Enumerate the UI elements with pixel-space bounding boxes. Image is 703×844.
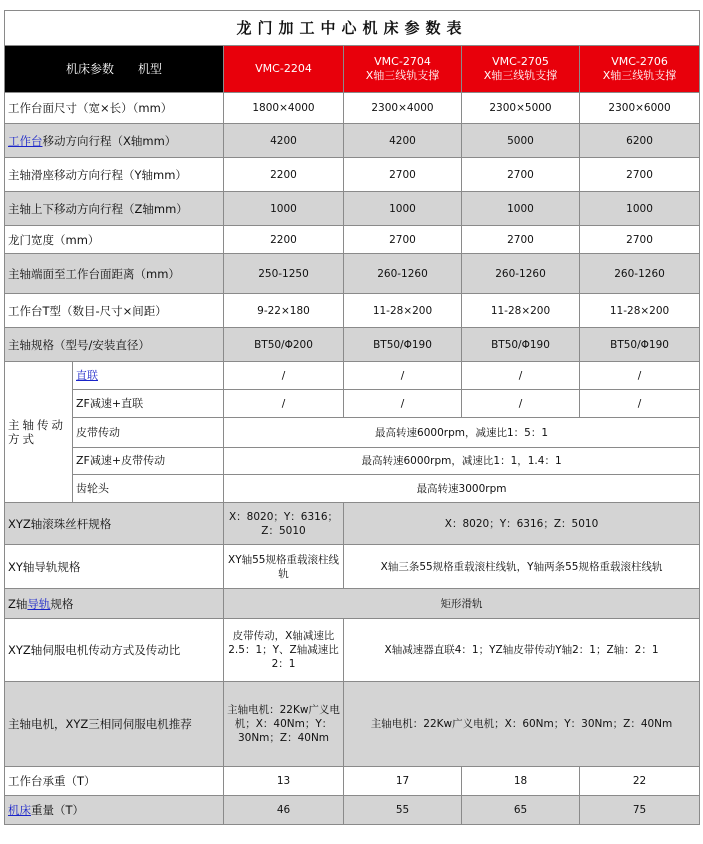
cell-value: X：8020；Y：6316；Z：5010	[224, 503, 344, 545]
row-label: 主轴端面至工作台面距离（mm）	[5, 254, 224, 294]
table-row	[5, 796, 700, 825]
cell-value: 260-1260	[462, 254, 580, 294]
cell-value: /	[224, 362, 344, 390]
row-label: 机床重量（T）	[5, 796, 224, 825]
cell-value: 2300×5000	[462, 93, 580, 124]
drive-group-label: 主轴传动方式	[5, 362, 73, 503]
cell-value: /	[580, 390, 700, 418]
table-row	[5, 93, 700, 124]
cell-value: 11-28×200	[462, 294, 580, 328]
cell-value: 1800×4000	[224, 93, 344, 124]
model-header: VMC-2705 X轴三线轨支撑	[462, 46, 580, 93]
row-label: XY轴导轨规格	[5, 545, 224, 589]
row-label: ZF减速+直联	[73, 390, 224, 418]
table-row	[5, 192, 700, 226]
cell-value: 最高转速3000rpm	[224, 475, 700, 503]
row-label	[73, 362, 224, 390]
cell-value: 2700	[344, 226, 462, 254]
cell-value: 11-28×200	[344, 294, 462, 328]
cell-value: BT50/Φ200	[224, 328, 344, 362]
row-label: 主轴规格（型号/安装直径）	[5, 328, 224, 362]
cell-value: /	[462, 362, 580, 390]
cell-value: 6200	[580, 124, 700, 158]
table-row	[5, 545, 700, 589]
row-label: ZF减速+皮带传动	[73, 448, 224, 475]
cell-value: 5000	[462, 124, 580, 158]
row-label: XYZ轴滚珠丝杆规格	[5, 503, 224, 545]
row-label: 主轴电机，XYZ三相同伺服电机推荐	[5, 682, 224, 767]
cell-value: 75	[580, 796, 700, 825]
table-row	[5, 362, 700, 390]
cell-value: 2700	[580, 158, 700, 192]
cell-value: X：8020；Y：6316；Z：5010	[344, 503, 700, 545]
guide-rail-link[interactable]: 导轨	[27, 596, 51, 611]
table-row	[5, 390, 700, 418]
table-row	[5, 682, 700, 767]
worktable-link[interactable]: 工作台	[8, 133, 43, 148]
cell-value: XY轴55规格重载滚柱线轨	[224, 545, 344, 589]
cell-value: /	[580, 362, 700, 390]
title-row	[5, 11, 700, 46]
row-label: Z轴导轨规格	[5, 589, 224, 619]
cell-value: X轴减速器直联4：1；YZ轴皮带传动Y轴2：1；Z轴：2：1	[344, 619, 700, 682]
cell-value: 1000	[580, 192, 700, 226]
table-row	[5, 448, 700, 475]
spec-table	[4, 10, 700, 825]
cell-value: 46	[224, 796, 344, 825]
row-label: 工作台移动方向行程（X轴mm）	[5, 124, 224, 158]
row-label: 主轴上下移动方向行程（Z轴mm）	[5, 192, 224, 226]
model-header: VMC-2704 X轴三线轨支撑	[344, 46, 462, 93]
cell-value: 65	[462, 796, 580, 825]
table-row	[5, 619, 700, 682]
table-row	[5, 328, 700, 362]
cell-value: X轴三条55规格重载滚柱线轨，Y轴两条55规格重载滚柱线轨	[344, 545, 700, 589]
cell-value: 1000	[344, 192, 462, 226]
cell-value: 2700	[462, 158, 580, 192]
cell-value: 2200	[224, 158, 344, 192]
cell-value: 11-28×200	[580, 294, 700, 328]
cell-value: 1000	[462, 192, 580, 226]
cell-value: 55	[344, 796, 462, 825]
cell-value: BT50/Φ190	[462, 328, 580, 362]
cell-value: 4200	[344, 124, 462, 158]
cell-value: 皮带传动，X轴减速比2.5：1；Y、Z轴减速比2：1	[224, 619, 344, 682]
cell-value: 13	[224, 767, 344, 796]
table-row	[5, 503, 700, 545]
cell-value: 2700	[344, 158, 462, 192]
cell-value: 18	[462, 767, 580, 796]
cell-value: 主轴电机：22Kw广义电机；X：40Nm；Y：30Nm；Z：40Nm	[224, 682, 344, 767]
cell-value: 9-22×180	[224, 294, 344, 328]
table-row	[5, 767, 700, 796]
cell-value: 最高转速6000rpm，减速比1：1，1.4：1	[224, 448, 700, 475]
model-header: VMC-2706 X轴三线轨支撑	[580, 46, 700, 93]
machine-link[interactable]: 机床	[8, 803, 31, 817]
row-label: 工作台承重（T）	[5, 767, 224, 796]
cell-value: 2700	[580, 226, 700, 254]
row-label: 龙门宽度（mm）	[5, 226, 224, 254]
table-row	[5, 589, 700, 619]
cell-value: 4200	[224, 124, 344, 158]
table-row	[5, 158, 700, 192]
model-header: VMC-2204	[224, 46, 344, 93]
cell-value: 2300×6000	[580, 93, 700, 124]
cell-value: 22	[580, 767, 700, 796]
row-label: 齿轮头	[73, 475, 224, 503]
table-row	[5, 124, 700, 158]
cell-value: 1000	[224, 192, 344, 226]
cell-value: /	[224, 390, 344, 418]
table-title: 龙门加工中心机床参数表	[5, 11, 700, 46]
table-row	[5, 226, 700, 254]
header-label: 机床参数 机型	[5, 46, 224, 93]
table-row	[5, 254, 700, 294]
row-label: 工作台面尺寸（宽×长）（mm）	[5, 93, 224, 124]
cell-value: 260-1260	[580, 254, 700, 294]
cell-value: BT50/Φ190	[344, 328, 462, 362]
table-row	[5, 475, 700, 503]
cell-value: 主轴电机：22Kw广义电机；X：60Nm；Y：30Nm；Z：40Nm	[344, 682, 700, 767]
cell-value: BT50/Φ190	[580, 328, 700, 362]
row-label: 皮带传动	[73, 418, 224, 448]
cell-value: 17	[344, 767, 462, 796]
cell-value: 260-1260	[344, 254, 462, 294]
cell-value: 2700	[462, 226, 580, 254]
cell-value: 2300×4000	[344, 93, 462, 124]
header-row	[5, 46, 700, 93]
table-row	[5, 418, 700, 448]
cell-value: 2200	[224, 226, 344, 254]
row-label: XYZ轴伺服电机传动方式及传动比	[5, 619, 224, 682]
row-label: 主轴滑座移动方向行程（Y轴mm）	[5, 158, 224, 192]
row-label: 工作台T型（数目-尺寸×间距）	[5, 294, 224, 328]
cell-value: /	[462, 390, 580, 418]
table-row	[5, 294, 700, 328]
cell-value: 最高转速6000rpm，减速比1：5：1	[224, 418, 700, 448]
cell-value: 矩形滑轨	[224, 589, 700, 619]
cell-value: 250-1250	[224, 254, 344, 294]
cell-value: /	[344, 390, 462, 418]
cell-value: /	[344, 362, 462, 390]
direct-drive-link[interactable]: 直联	[76, 368, 98, 382]
